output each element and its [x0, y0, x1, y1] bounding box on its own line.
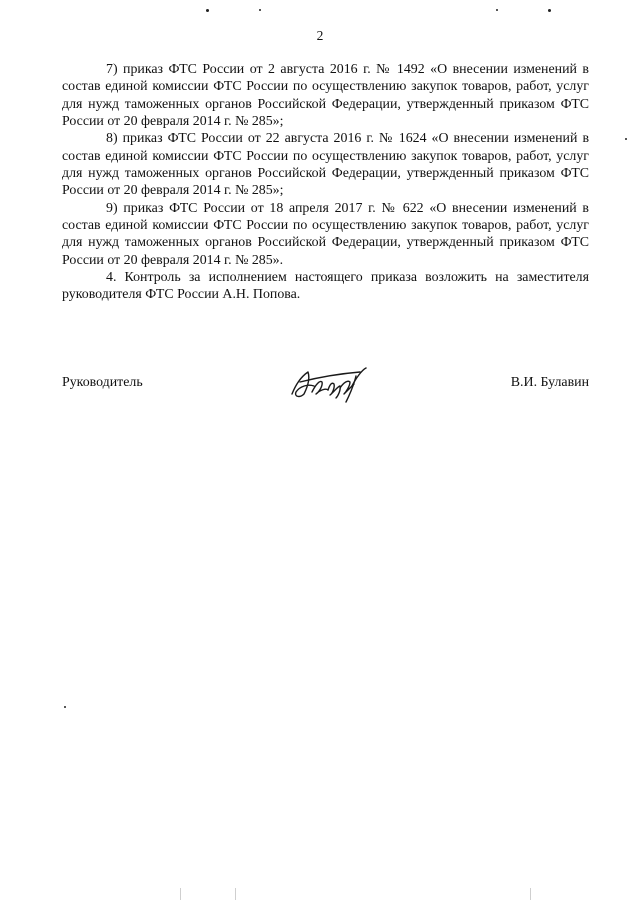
document-body: [62, 61, 589, 304]
scan-speck: [496, 9, 498, 11]
signature-block: [62, 364, 589, 404]
signatory-name: В.И. Булавин: [510, 375, 589, 390]
handwritten-signature: [286, 364, 372, 404]
signatory-position: Руководитель: [62, 375, 143, 390]
list-item-8: 8) приказ ФТС России от 22 августа 2016 г. № 1624 «О внесении изменений в состав единой комиссии ФТС России по осуществлению закупок товаров, работ, услуг для нужд таможенных органов Российской Федерации, утвержденный приказом ФТС России от 20 февраля 2014 г. № 285»;: [62, 131, 589, 199]
scan-speck: [206, 9, 209, 12]
scan-edge-mark: [530, 888, 531, 900]
scan-speck: [548, 9, 551, 12]
control-clause: 4. Контроль за исполнением настоящего приказа возложить на заместителя руководителя ФТС России А.Н. Попова.: [62, 270, 589, 303]
page-number: 2: [316, 28, 324, 43]
list-item-7: 7) приказ ФТС России от 2 августа 2016 г. № 1492 «О внесении изменений в состав единой комиссии ФТС России по осуществлению закупок товаров, работ, услуг для нужд таможенных органов Российской Федерации, утвержденный приказом ФТС России от 20 февраля 2014 г. № 285»;: [62, 62, 589, 130]
scan-speck: [259, 9, 261, 11]
list-item-9: 9) приказ ФТС России от 18 апреля 2017 г. № 622 «О внесении изменений в состав единой комиссии ФТС России по осуществлению закупок товаров, работ, услуг для нужд таможенных органов Российской Федерации, утвержденный приказом ФТС России от 20 февраля 2014 г. № 285».: [62, 200, 589, 268]
scan-speck: [64, 706, 66, 708]
scan-edge-mark: [235, 888, 236, 900]
scan-speck: [625, 138, 627, 140]
scan-edge-mark: [180, 888, 181, 900]
